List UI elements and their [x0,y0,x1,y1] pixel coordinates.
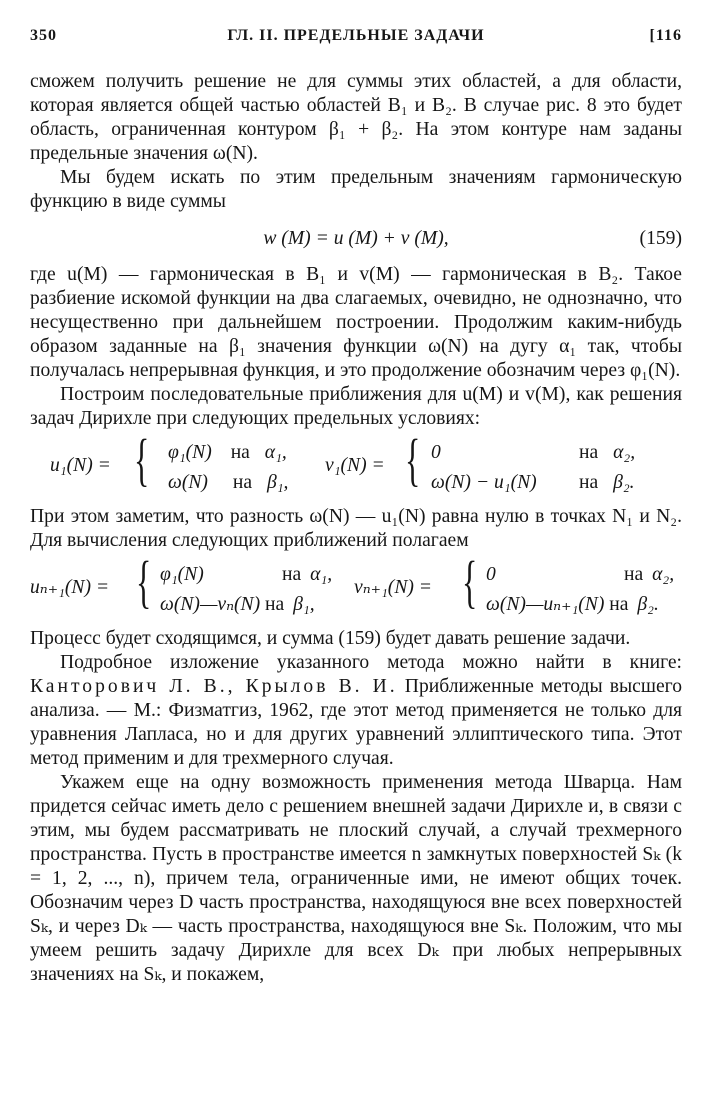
page-number: 350 [30,27,57,44]
paragraph: Построим последовательные приближения для u(M) и v(M), как решения задач Дирихле при следующих предельных условиях: [30,384,682,429]
case-expr: φ₁(N) [160,564,204,585]
case-expr: ω(N)—vₙ(N) [160,594,261,615]
paragraph-reference [30,651,682,771]
reference-intro: Подробное изложение указанного метода можно найти в книге: [60,652,682,673]
case-set: β₂. [637,594,659,615]
reference-rest: Приближенные методы высшего анализа. — М.: Физматгиз, 1962, где этот метод применяется не только для уравнения Лапласа, но и для других уравнений эллиптического типа. Этот метод применим и для трехмерного случая. [30,676,682,769]
chapter-title: ГЛ. II. ПРЕДЕЛЬНЫЕ ЗАДАЧИ [227,27,485,44]
case-set: β₁, [266,472,289,493]
vn1-case-1-domain [624,563,674,587]
boundary-conditions-initial [30,427,682,499]
un1-lhs: uₙ₊₁(N) = [30,577,110,598]
case-expr: 0 [486,564,496,585]
case-expr: φ₁(N) [168,442,212,463]
boundary-conditions-iterative [30,549,682,621]
case-on: на [609,594,629,615]
vn1-case-1 [486,563,496,587]
u1-definition [50,427,350,499]
v1-lhs: v₁(N) = [325,455,385,476]
left-brace: { [462,549,478,614]
un1-case-2 [160,593,315,617]
case-set: β₁, [293,594,315,615]
left-brace: { [405,427,421,492]
body-text [30,70,682,987]
case-expr: ω(N) [168,472,208,493]
vn1-definition [354,549,682,621]
un1-case-1-domain [282,563,332,587]
running-header [30,24,682,48]
vn1-lhs: vₙ₊₁(N) = [354,577,433,598]
left-brace: { [134,427,150,492]
u1-case-1 [168,441,287,465]
u1-case-2 [168,471,288,495]
v1-case-2 [431,471,537,495]
equation-body: w (M) = u (M) + v (M), [263,228,449,249]
equation-159 [30,217,682,263]
vn1-case-2 [486,593,659,617]
case-on: на [282,564,302,585]
paragraph: где u(M) — гармоническая в B₁ и v(M) — гармоническая в B₂. Такое разбиение искомой функции на два слагаемых, очевидно, не однозначно, что несущественно при дальнейшем построении. Продолжим каким-нибудь образом заданные на β₁ значения функции ω(N) на дугу α₁ так, чтобы получалась непрерывная функция, и это продолжение обозначим через φ₁(N). [30,264,682,381]
un1-definition [30,549,360,621]
case-on: на [232,472,253,493]
paragraph: Процесс будет сходящимся, и сумма (159) будет давать решение задачи. [30,628,631,649]
case-set: α₂, [613,442,636,463]
v1-case-2-domain [579,471,635,495]
case-on: на [579,472,599,493]
section-number: [116 [649,27,682,44]
case-on: на [265,594,285,615]
paragraph: Укажем еще на одну возможность применения метода Шварца. Нам придется сейчас иметь дело с решением внешней задачи Дирихле и, в связи с этим, мы будем рассматривать не плоский случай, а случай трехмерного пространства. Пусть в пространстве имеется n замкнутых поверхностей Sₖ (k = 1, 2, ..., n), причем тела, ограниченные ими, не имеют общих точек. Обозначим через D часть пространства, находящуюся вне всех поверхностей Sₖ, и через Dₖ — часть пространства, находящуюся вне Sₖ. Положим, что мы умеем решить задачу Дирихле для всех Dₖ при любых непрерывных значениях на Sₖ, и покажем, [30,772,682,985]
paragraph: При этом заметим, что разность ω(N) — u₁(N) равна нулю в точках N₁ и N₂. Для вычисления следующих приближений полагаем [30,506,682,551]
u1-lhs: u₁(N) = [50,455,111,476]
left-brace: { [136,549,152,614]
paragraph: Мы будем искать по этим предельным значениям гармоническую функцию в виде суммы [30,167,682,212]
case-set: α₂, [652,564,675,585]
v1-case-1-domain [579,441,635,465]
equation-number: (159) [639,228,682,249]
case-on: на [624,564,644,585]
case-expr: ω(N)—uₙ₊₁(N) [486,594,605,615]
case-on: на [230,442,250,463]
v1-case-1 [431,441,441,465]
case-on: на [579,442,599,463]
case-expr: 0 [431,442,441,463]
case-set: α₁, [310,564,333,585]
case-set: α₁, [264,442,287,463]
paragraph: сможем получить решение не для суммы этих областей, а для области, которая является общей частью областей B₁ и B₂. В случае рис. 8 это будет область, ограниченная контуром β₁ + β₂. На этом контуре нам заданы предельные значения ω(N). [30,71,682,164]
case-expr: ω(N) − u₁(N) [431,472,537,493]
reference-authors: Канторович Л. В., Крылов В. И. [30,676,398,697]
un1-case-1 [160,563,204,587]
v1-definition [325,427,682,499]
case-set: β₂. [613,472,635,493]
